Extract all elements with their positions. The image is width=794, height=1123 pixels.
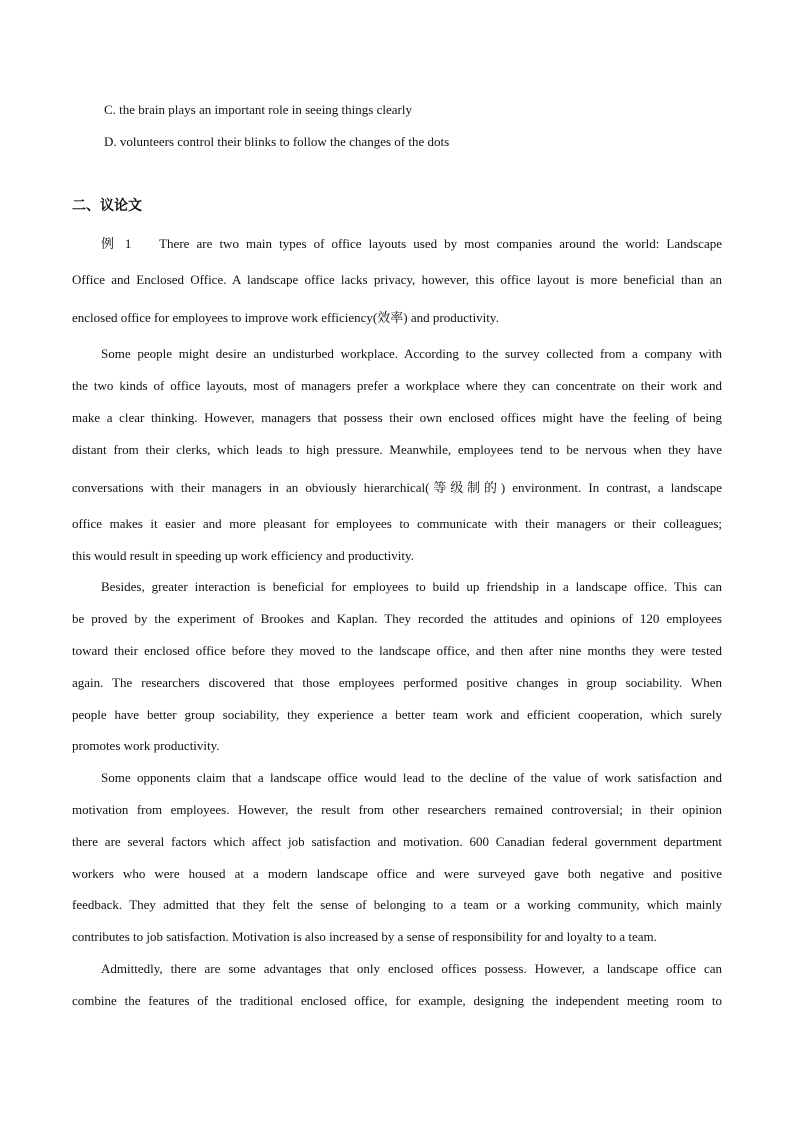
- paragraph-line: the two kinds of office layouts, most of managers prefer a workplace where they can concentrate on their work and: [72, 378, 722, 393]
- paragraph-line: make a clear thinking. However, managers that possess their own enclosed offices might have the feeling of being: [72, 410, 722, 425]
- paragraph-line: workers who were housed at a modern landscape office and were surveyed gave both negative and positive: [72, 866, 722, 881]
- paragraph-line: there are several factors which affect job satisfaction and motivation. 600 Canadian federal government department: [72, 834, 722, 849]
- paragraph-line: Besides, greater interaction is beneficial for employees to build up friendship in a landscape office. This can: [101, 579, 722, 594]
- paragraph-line: Some people might desire an undisturbed workplace. According to the survey collected from a company with: [101, 346, 722, 361]
- paragraph-line: motivation from employees. However, the result from other researchers remained controversial; in their opinion: [72, 802, 722, 817]
- option-d: D. volunteers control their blinks to follow the changes of the dots: [104, 134, 450, 149]
- paragraph-line: distant from their clerks, which leads to high pressure. Meanwhile, employees tend to be nervous when they have: [72, 442, 722, 457]
- paragraph-line: conversations with their managers in an obviously hierarchical(等级制的) environment. In contrast, a landscape: [72, 480, 722, 495]
- paragraph-line: enclosed office for employees to improve work efficiency(效率) and productivity.: [72, 310, 499, 325]
- paragraph-line: Admittedly, there are some advantages that only enclosed offices possess. However, a landscape office can: [101, 961, 722, 976]
- paragraph-line: Some opponents claim that a landscape office would lead to the decline of the value of work satisfaction and: [101, 770, 722, 785]
- paragraph-line: be proved by the experiment of Brookes and Kaplan. They recorded the attitudes and opinions of 120 employees: [72, 611, 722, 626]
- paragraph-line: combine the features of the traditional enclosed office, for example, designing the independent meeting room to: [72, 993, 722, 1008]
- paragraph-line: toward their enclosed office before they moved to the landscape office, and then after nine months they were tested: [72, 643, 722, 658]
- option-c: C. the brain plays an important role in seeing things clearly: [104, 102, 412, 117]
- paragraph-line: promotes work productivity.: [72, 738, 220, 753]
- paragraph-line: office makes it easier and more pleasant for employees to communicate with their managers or their colleagues;: [72, 516, 722, 531]
- paragraph-line: contributes to job satisfaction. Motivation is also increased by a sense of responsibility for and loyalty to a team.: [72, 929, 657, 944]
- paragraph-line: people have better group sociability, they experience a better team work and efficient cooperation, which surely: [72, 707, 722, 722]
- paragraph-line: 例 1 There are two main types of office layouts used by most companies around the world: Landscape: [101, 236, 722, 251]
- paragraph-line: again. The researchers discovered that those employees performed positive changes in group sociability. When: [72, 675, 722, 690]
- paragraph-line: feedback. They admitted that they felt the sense of belonging to a team or a working community, which mainly: [72, 897, 722, 912]
- section-heading: 二、议论文: [72, 198, 142, 214]
- paragraph-line: Office and Enclosed Office. A landscape office lacks privacy, however, this office layout is more beneficial than an: [72, 272, 722, 287]
- paragraph-line: this would result in speeding up work efficiency and productivity.: [72, 548, 414, 563]
